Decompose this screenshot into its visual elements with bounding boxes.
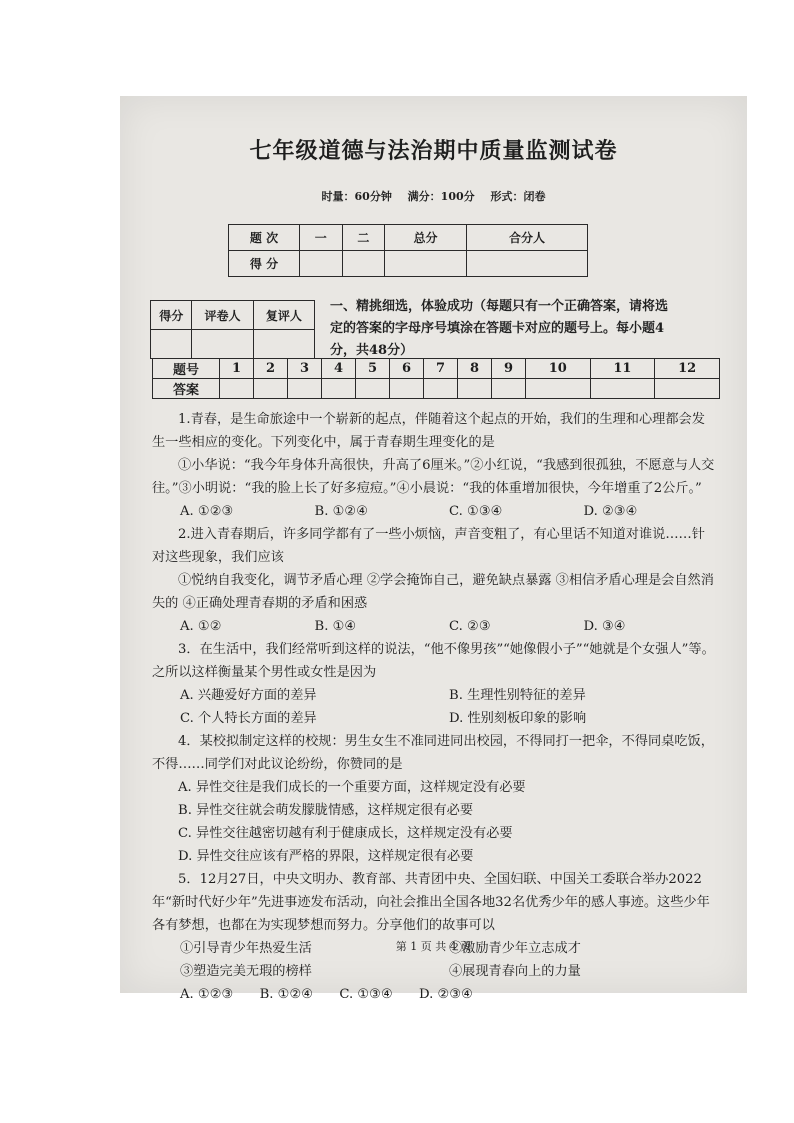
answer-number-cell: 1: [220, 359, 254, 379]
grader-cell: 评卷人: [192, 301, 253, 330]
question-4-stem: 4．某校拟制定这样的校规：男生女生不准同进同出校园，不得同打一把伞，不得同桌吃饭，不得……同学们对此议论纷纷，你赞同的是: [152, 734, 714, 772]
answer-cell[interactable]: [424, 379, 458, 399]
question-1-items: ①小华说：“我今年身体升高很快，升高了6厘米。”②小红说，“我感到很孤独，不愿意与人交往。”③小明说：“我的脸上长了好多痘痘。”④小晨说：“我的体重增加很快，今年增重了2公斤。”: [152, 458, 715, 496]
score-cell: 得 分: [229, 251, 300, 277]
option[interactable]: B. ①④: [314, 619, 357, 634]
answer-number-cell: 8: [458, 359, 492, 379]
question-2-options: [152, 615, 718, 638]
answer-number-cell: 3: [288, 359, 322, 379]
option[interactable]: C. 个人特长方面的差异: [180, 711, 317, 726]
score-cell: 题 次: [229, 225, 300, 251]
answer-cell[interactable]: [492, 379, 526, 399]
page-footer: 第 1 页 共 4 页: [395, 940, 472, 953]
exam-form: 形式：闭卷: [490, 190, 546, 203]
answer-number-cell: 2: [254, 359, 288, 379]
answer-table: [152, 358, 720, 399]
exam-full-score: 满分：100分: [407, 190, 475, 203]
answer-cell[interactable]: [526, 379, 591, 399]
grader-cell: 复评人: [253, 301, 314, 330]
score-cell: 二: [342, 225, 385, 251]
option[interactable]: B. ①②④: [314, 504, 369, 519]
score-cell[interactable]: [342, 251, 385, 277]
option[interactable]: C. ①③④: [449, 504, 503, 519]
option[interactable]: A. ①②③: [180, 987, 234, 1002]
exam-time: 时量：60分钟: [321, 190, 392, 203]
exam-paper: [120, 96, 747, 1002]
grader-cell[interactable]: [151, 330, 192, 359]
statement-item: ④展现青春向上的力量: [449, 964, 581, 979]
answer-cell[interactable]: [458, 379, 492, 399]
score-cell[interactable]: [466, 251, 587, 277]
option[interactable]: B. 异性交往就会萌发朦胧情感，这样规定很有必要: [178, 803, 474, 818]
question-5-options: [152, 983, 718, 1006]
section-title: 一、精挑细选，体验成功（每题只有一个正确答案，请将选定的答案的字母序号填涂在答题卡对应的题号上。每小题4分，共48分）: [330, 299, 669, 358]
option[interactable]: A. 异性交往是我们成长的一个重要方面，这样规定没有必要: [178, 780, 526, 795]
statement-item: ③塑造完美无瑕的榜样: [180, 964, 312, 979]
question-3-options: [152, 684, 718, 730]
question-5-stem: 5．12月27日，中央文明办、教育部、共青团中央、全国妇联、中国关工委联合举办2022年“新时代好少年”先进事迹发布活动，向社会推出全国各地32名优秀少年的感人事迹。这些少年各有梦想，也都在为实现梦想而努力。分享他们的故事可以: [152, 872, 710, 933]
answer-number-cell: 7: [424, 359, 458, 379]
answer-number-cell: 9: [492, 359, 526, 379]
option[interactable]: D. ②③④: [419, 987, 473, 1002]
statement-item: ①引导青少年热爱生活: [180, 941, 312, 956]
answer-number-cell: 11: [590, 359, 655, 379]
option[interactable]: A. ①②③: [180, 504, 234, 519]
answer-cell[interactable]: [590, 379, 655, 399]
question-1-options: [152, 500, 718, 523]
option[interactable]: A. 兴趣爱好方面的差异: [180, 688, 317, 703]
grader-cell: 得分: [151, 301, 192, 330]
score-table: [228, 224, 588, 277]
answer-cell[interactable]: [220, 379, 254, 399]
option[interactable]: B. 生理性别特征的差异: [449, 688, 586, 703]
answer-label: 题号: [153, 359, 220, 379]
answer-cell[interactable]: [655, 379, 720, 399]
grader-table: [150, 300, 315, 359]
option[interactable]: C. 异性交往越密切越有利于健康成长，这样规定没有必要: [178, 826, 513, 841]
option[interactable]: C. ②③: [449, 619, 491, 634]
answer-number-cell: 6: [390, 359, 424, 379]
option[interactable]: C. ①③④: [339, 987, 393, 1002]
score-cell: 合分人: [466, 225, 587, 251]
question-2-stem: 2.进入青春期后，许多同学都有了一些小烦恼，声音变粗了，有心里话不知道对谁说……针对这些现象，我们应该: [152, 527, 705, 565]
option[interactable]: D. ②③④: [583, 504, 638, 519]
questions: [152, 408, 718, 1006]
grader-cell[interactable]: [192, 330, 253, 359]
answer-cell[interactable]: [390, 379, 424, 399]
answer-cell[interactable]: [356, 379, 390, 399]
option[interactable]: D. ③④: [583, 619, 626, 634]
exam-meta: [120, 188, 747, 204]
statement-item: ②激励青少年立志成才: [449, 941, 581, 956]
option[interactable]: A. ①②: [180, 619, 222, 634]
answer-number-cell: 12: [655, 359, 720, 379]
question-2-items: ①悦纳自我变化，调节矛盾心理 ②学会掩饰自己，避免缺点暴露 ③相信矛盾心理是会自然消失的 ④正确处理青春期的矛盾和困惑: [152, 573, 714, 611]
answer-number-cell: 4: [322, 359, 356, 379]
option[interactable]: D. 异性交往应该有严格的界限，这样规定很有必要: [178, 849, 474, 864]
score-cell: 一: [300, 225, 343, 251]
option[interactable]: B. ①②④: [259, 987, 314, 1002]
option[interactable]: D. 性别刻板印象的影响: [449, 711, 587, 726]
score-cell: 总分: [385, 225, 467, 251]
answer-number-cell: 10: [526, 359, 591, 379]
grader-cell[interactable]: [253, 330, 314, 359]
question-1-stem: 1.青春，是生命旅途中一个崭新的起点，伴随着这个起点的开始，我们的生理和心理都会发生一些相应的变化。下列变化中，属于青春期生理变化的是: [152, 412, 705, 450]
score-cell[interactable]: [385, 251, 467, 277]
question-3-stem: 3．在生活中，我们经常听到这样的说法，“他不像男孩”“她像假小子”“她就是个女强人”等。之所以这样衡量某个男性或女性是因为: [152, 642, 715, 680]
answer-cell[interactable]: [322, 379, 356, 399]
answer-cell[interactable]: [254, 379, 288, 399]
score-cell[interactable]: [300, 251, 343, 277]
answer-label: 答案: [153, 379, 220, 399]
page-title: 七年级道德与法治期中质量监测试卷: [249, 138, 618, 164]
answer-number-cell: 5: [356, 359, 390, 379]
answer-cell[interactable]: [288, 379, 322, 399]
